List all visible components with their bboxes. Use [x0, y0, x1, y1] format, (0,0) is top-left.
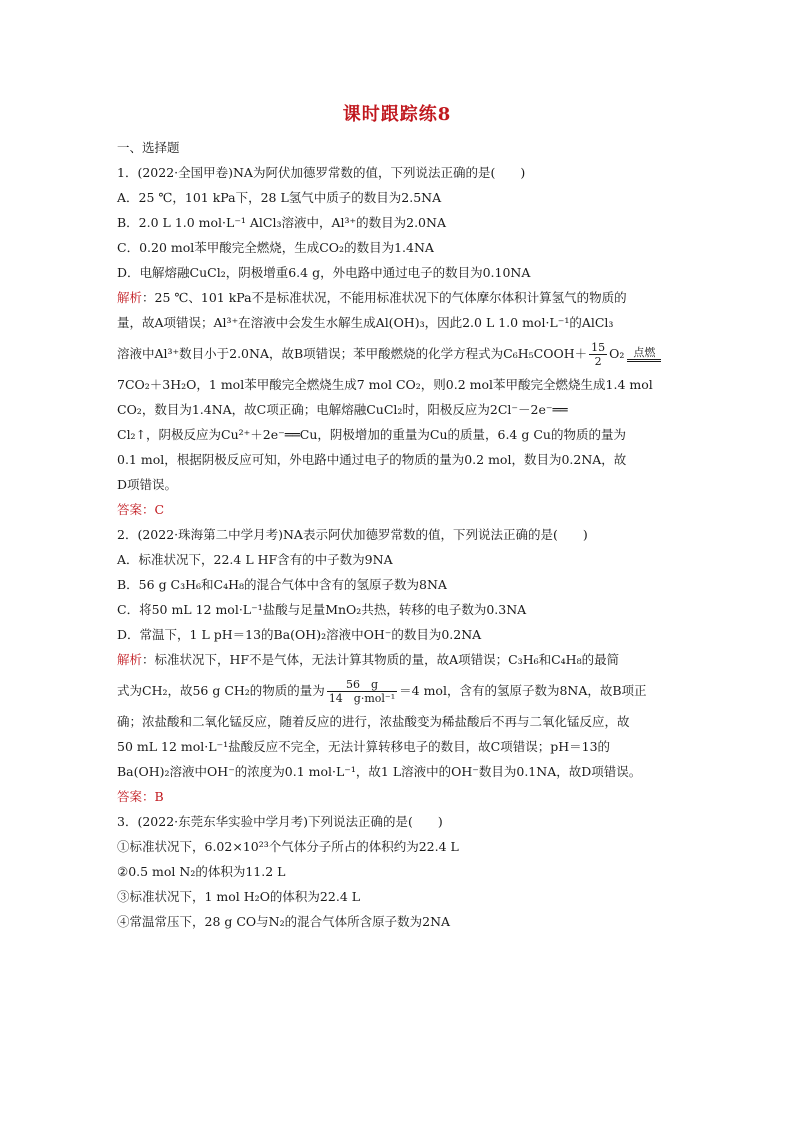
- q3-item: ④常温常压下，28 g CO与N₂的混合气体所含原子数为2NA: [117, 914, 451, 929]
- q1-analysis-line: Cl₂↑，阴极反应为Cu²⁺＋2e⁻══Cu，阴极增加的重量为Cu的质量，6.4 g Cu的物质的量为: [117, 427, 626, 442]
- q1-analysis-line: 溶液中Al³⁺数目小于2.0NA，故B项错误；苯甲酸燃烧的化学方程式为C₆H₅COOH＋ $\frac{15}{2}$ O₂ 点燃: [117, 335, 677, 372]
- q1-option-b: B．2.0 L 1.0 mol·L⁻¹ AlCl₃溶液中，Al³⁺的数目为2.0NA: [117, 215, 446, 230]
- q2-answer: 答案：B: [117, 789, 164, 804]
- section-heading: 一、选择题: [117, 140, 180, 155]
- q2-option-d: D．常温下，1 L pH＝13的Ba(OH)₂溶液中OH⁻的数目为0.2NA: [117, 627, 482, 642]
- q1-stem: 1．(2022·全国甲卷)NA为阿伏加德罗常数的值，下列说法正确的是( ): [117, 165, 526, 180]
- q1-analysis-line: 7CO₂＋3H₂O，1 mol苯甲酸完全燃烧生成7 mol CO₂，则0.2 mol苯甲酸完全燃烧生成1.4 mol: [117, 377, 653, 392]
- q2-analysis-line: 确；浓盐酸和二氧化锰反应，随着反应的进行，浓盐酸变为稀盐酸后不再与二氧化锰反应，故: [117, 714, 630, 729]
- q1-analysis-line: 量，故A项错误；Al³⁺在溶液中会发生水解生成Al(OH)₃，因此2.0 L 1.0 mol·L⁻¹的AlCl₃: [117, 315, 614, 330]
- q2-option-c: C．将50 mL 12 mol·L⁻¹盐酸与足量MnO₂共热，转移的电子数为0.3NA: [117, 602, 527, 617]
- q3-item: ③标准状况下，1 mol H₂O的体积为22.4 L: [117, 889, 361, 904]
- q1-option-d: D．电解熔融CuCl₂，阴极增重6.4 g，外电路中通过电子的数目为0.10NA: [117, 265, 531, 280]
- q1-option-c: C．0.20 mol苯甲酸完全燃烧，生成CO₂的数目为1.4NA: [117, 240, 434, 255]
- q1-analysis-line: CO₂，数目为1.4NA，故C项正确；电解熔融CuCl₂时，阳极反应为2Cl⁻－2e⁻══: [117, 402, 568, 417]
- content: [117, 135, 677, 934]
- q2-analysis-line: Ba(OH)₂溶液中OH⁻的浓度为0.1 mol·L⁻¹，故1 L溶液中的OH⁻数目为0.1NA，故D项错误。: [117, 764, 642, 779]
- q2-option-b: B．56 g C₃H₆和C₄H₈的混合气体中含有的氢原子数为8NA: [117, 577, 447, 592]
- q1-analysis-line: 0.1 mol，根据阴极反应可知，外电路中通过电子的物质的量为0.2 mol，数目为0.2NA，故: [117, 452, 627, 467]
- page-title: 课时跟踪练8: [342, 104, 452, 125]
- q1-analysis-line: 解析：25 ℃、101 kPa不是标准状况，不能用标准状况下的气体摩尔体积计算氢气的物质的: [117, 290, 627, 305]
- q3-item: ①标准状况下，6.02×10²³个气体分子所占的体积约为22.4 L: [117, 839, 459, 854]
- q1-option-a: A．25 ℃，101 kPa下，28 L氢气中质子的数目为2.5NA: [117, 190, 442, 205]
- q2-option-a: A．标准状况下，22.4 L HF含有的中子数为9NA: [117, 552, 393, 567]
- q1-answer: 答案：C: [117, 502, 165, 517]
- q2-stem: 2．(2022·珠海第二中学月考)NA表示阿伏加德罗常数的值，下列说法正确的是( ): [117, 527, 588, 542]
- fraction: $\frac{15}{2}$: [591, 341, 606, 368]
- q2-analysis-line: 解析：标准状况下，HF不是气体，无法计算其物质的量，故A项错误；C₃H₆和C₄H₈的最简: [117, 652, 620, 667]
- analysis-label: 解析: [117, 290, 143, 305]
- analysis-label: 解析: [117, 652, 143, 667]
- q3-item: ②0.5 mol N₂的体积为11.2 L: [117, 864, 286, 879]
- q1-analysis-line: D项错误。: [117, 477, 178, 492]
- q2-analysis-line: 式为CH₂，故56 g CH₂的物质的量为 $\frac{56 g}{\text{14 g·mol⁻¹}}$ ＝4 mol，含有的氢原子数为8NA，故B项正: [117, 678, 647, 705]
- reaction-arrow: 点燃: [627, 347, 661, 362]
- q3-stem: 3．(2022·东莞东华实验中学月考)下列说法正确的是( ): [117, 814, 443, 829]
- q2-analysis-line: 50 mL 12 mol·L⁻¹盐酸反应不完全，无法计算转移电子的数目，故C项错误；pH＝13的: [117, 739, 611, 754]
- fraction: $\frac{56 g}{\text{14 g·mol⁻¹}}$: [328, 678, 396, 705]
